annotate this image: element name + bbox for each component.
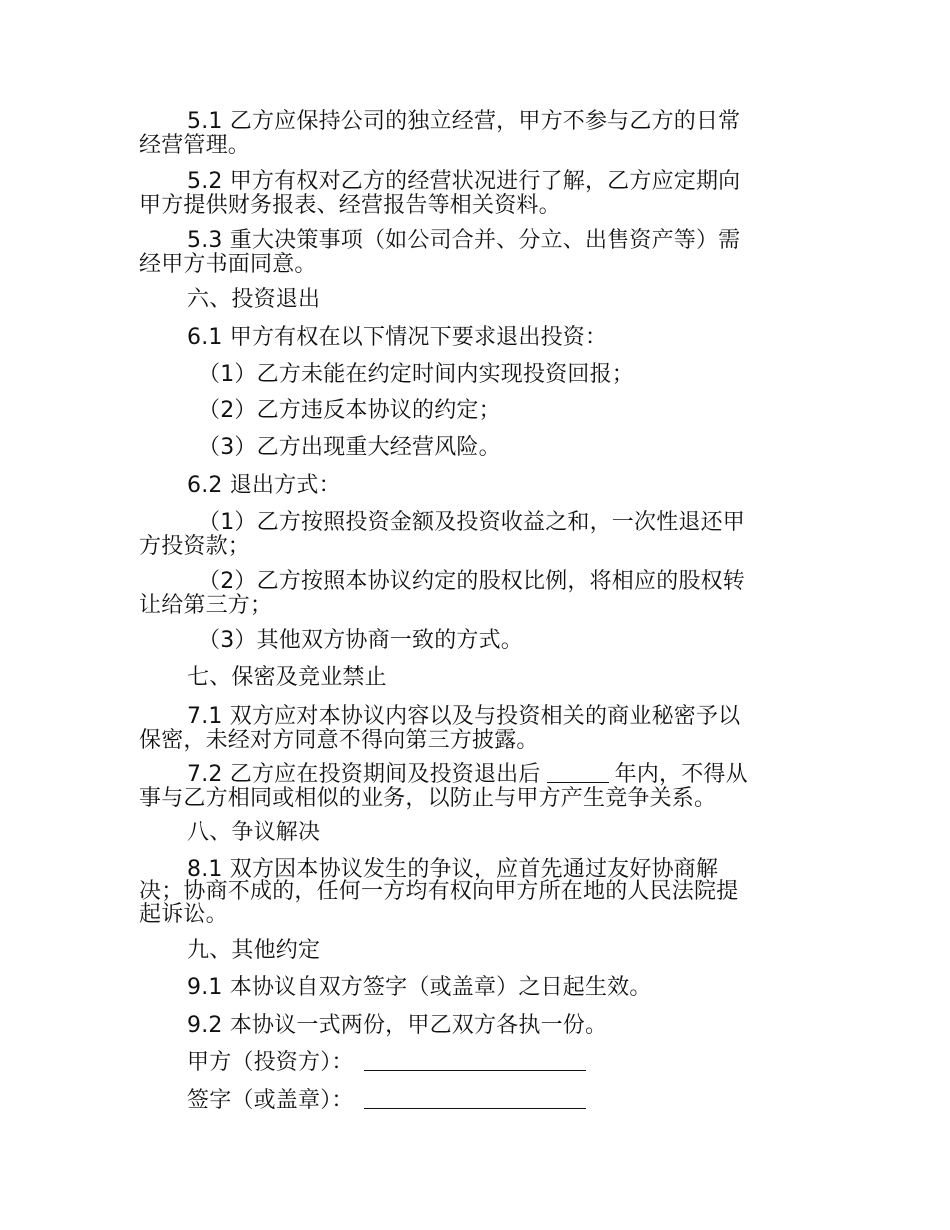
clause-8-1-line-2: 决；协商不成的，任何一方均有权向甲方所在地的人民法院提 — [139, 879, 739, 904]
clause-6-2-item-1-line-1: （1）乙方按照投资金额及投资收益之和，一次性退还甲 — [198, 510, 745, 535]
clause-5-2-line-2: 甲方提供财务报表、经营报告等相关资料。 — [139, 193, 561, 218]
section-heading-8: 八、争议解决 — [187, 820, 321, 845]
clause-6-2: 6.2 退出方式： — [187, 473, 341, 498]
signature-party-label: 甲方（投资方）： — [187, 1050, 354, 1075]
clause-6-1-item-2: （2）乙方违反本协议的约定； — [198, 398, 501, 423]
signature-seal-label: 签字（或盖章）： — [187, 1088, 354, 1113]
clause-6-2-item-1-line-2: 方投资款； — [139, 534, 251, 559]
clause-9-2: 9.2 本协议一式两份，甲乙双方各执一份。 — [187, 1013, 608, 1038]
section-heading-7: 七、保密及竞业禁止 — [187, 665, 387, 690]
clause-5-2-line-1: 5.2 甲方有权对乙方的经营状况进行了解，乙方应定期向 — [187, 169, 741, 194]
clause-9-1: 9.1 本协议自双方签字（或盖章）之日起生效。 — [187, 975, 652, 1000]
clause-7-2-text-after-blank: 年内，不得从 — [614, 762, 748, 787]
clause-6-2-item-2-line-2: 让给第三方； — [139, 593, 273, 618]
clause-7-2-text-before-blank: 7.2 乙方应在投资期间及投资退出后 — [187, 762, 541, 787]
clause-6-2-item-3: （3）其他双方协商一致的方式。 — [198, 628, 523, 653]
signature-party-row — [187, 1050, 586, 1075]
clause-7-2-line-1 — [187, 763, 748, 787]
clause-7-2-line-2: 事与乙方相同或相似的业务，以防止与甲方产生竞争关系。 — [139, 786, 717, 811]
section-heading-9: 九、其他约定 — [187, 938, 321, 963]
signature-seal-blank-line — [364, 1088, 586, 1109]
clause-6-1-item-3: （3）乙方出现重大经营风险。 — [198, 435, 501, 460]
clause-5-1-line-1: 5.1 乙方应保持公司的独立经营，甲方不参与乙方的日常 — [187, 109, 741, 134]
signature-seal-row — [187, 1088, 586, 1113]
clause-6-2-item-2-line-1: （2）乙方按照本协议约定的股权比例，将相应的股权转 — [198, 569, 745, 594]
section-heading-6: 六、投资退出 — [187, 287, 321, 312]
clause-6-1-item-1: （1）乙方未能在约定时间内实现投资回报； — [198, 362, 634, 387]
clause-5-3-line-2: 经甲方书面同意。 — [139, 252, 317, 277]
clause-7-1-line-2: 保密，未经对方同意不得向第三方披露。 — [139, 728, 539, 753]
clause-8-1-line-1: 8.1 双方因本协议发生的争议，应首先通过友好协商解 — [187, 857, 719, 882]
signature-party-blank-line — [364, 1050, 586, 1071]
clause-5-3-line-1: 5.3 重大决策事项（如公司合并、分立、出售资产等）需 — [187, 228, 741, 253]
years-blank-line — [547, 764, 609, 783]
clause-7-1-line-1: 7.1 双方应对本协议内容以及与投资相关的商业秘密予以 — [187, 704, 741, 729]
clause-6-1: 6.1 甲方有权在以下情况下要求退出投资： — [187, 325, 608, 350]
clause-5-1-line-2: 经营管理。 — [139, 133, 251, 158]
clause-8-1-line-3: 起诉讼。 — [139, 902, 228, 927]
